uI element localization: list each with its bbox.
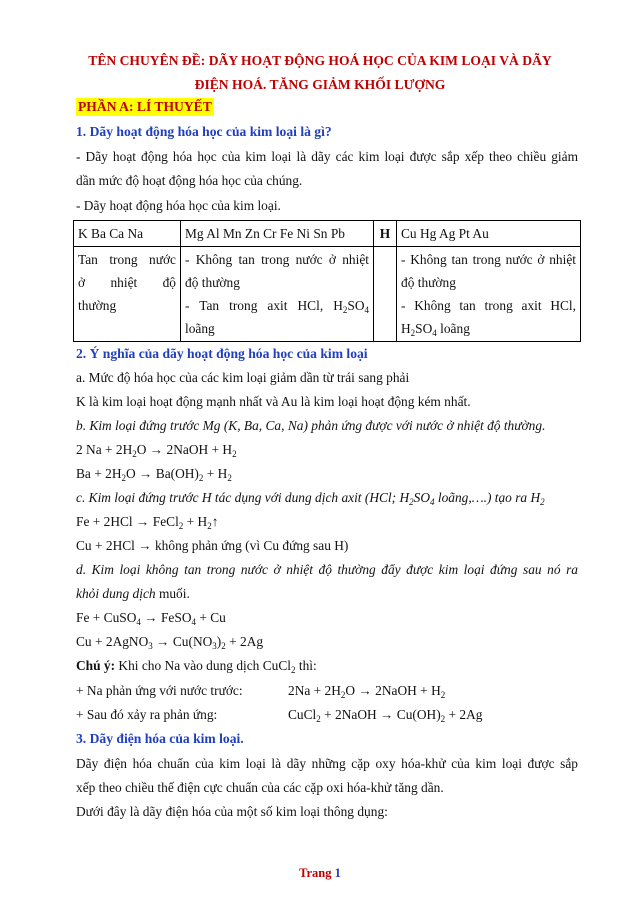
- section-1-heading: 1. Dãy hoạt động hóa học của kim loại là gì?: [76, 124, 332, 139]
- table-row: [74, 221, 581, 247]
- table-cell: Mg Al Mn Zn Cr Fe Ni Sn Pb: [181, 221, 374, 247]
- cell-line: thường: [78, 298, 117, 313]
- section-2-c: c. Kim loại đứng trước H tác dụng với dung dịch axit (HCl; $H_2SO_4$ loãng,….) tạo ra $H_2$: [76, 490, 545, 507]
- note-2-equation: CuCl$_2$ + 2NaOH → $Cu(OH)_2 + 2Ag$: [288, 707, 483, 724]
- note-line: Chú ý: Khi cho Na vào dung dịch CuCl$_2$ thì:: [76, 658, 317, 675]
- cell-line: độ thường: [185, 275, 240, 290]
- equation-5: Fe + CuSO$_4$ → FeSO$_4$ + Cu: [76, 610, 226, 627]
- table-cell: H: [374, 221, 397, 247]
- table-cell: [397, 247, 581, 342]
- title-line-1: TÊN CHUYÊN ĐỀ: DÃY HOẠT ĐỘNG HOÁ HỌC CỦA KIM LOẠI VÀ DÃY: [88, 53, 552, 68]
- equation-6: Cu + 2AgNO$_3$ → $Cu(NO_3)_2 + 2Ag$: [76, 634, 264, 651]
- section-1-para-1b: dần mức độ hoạt động hóa học của chúng.: [76, 173, 303, 188]
- activity-series-table: [73, 220, 581, 342]
- cell-line: độ thường: [401, 275, 456, 290]
- equation-1: 2 $Na + 2H_2O$ → 2NaOH + $H_2$: [76, 442, 237, 459]
- cell-line: Tan trong nước: [78, 252, 176, 267]
- page-footer: [0, 864, 640, 882]
- cell-line: $H_2SO_4$ loãng: [401, 321, 470, 338]
- part-a-heading: PHẦN A: LÍ THUYẾT: [78, 99, 212, 114]
- title-line-2: ĐIỆN HOÁ. TĂNG GIẢM KHỐI LƯỢNG: [194, 77, 446, 92]
- equation-3: Fe + 2HCl → FeCl$_2$ + $H_2↑$: [76, 514, 219, 531]
- footer-label: Trang: [299, 866, 335, 880]
- cell-line: ở nhiệt độ: [78, 275, 176, 290]
- note-2-label: + Sau đó xảy ra phản ứng:: [76, 707, 218, 722]
- section-3-para-1b: xếp theo chiều thế điện cực chuẩn của các cặp oxi hóa-khử tăng dần.: [76, 780, 444, 795]
- table-cell: K Ba Ca Na: [74, 221, 181, 247]
- section-2-heading: 2. Ý nghĩa của dãy hoạt động hóa học của kim loại: [76, 346, 368, 361]
- cell-line: - Không tan trong nước ở nhiệt: [401, 252, 576, 267]
- section-1-para-1a: - Dãy hoạt động hóa học của kim loại là dãy các kim loại được sắp xếp theo chiều giảm: [76, 149, 578, 164]
- page-number: 1: [334, 866, 341, 880]
- note-1-equation: $2Na + 2H_2O$ → 2NaOH + $H_2$: [288, 683, 446, 700]
- section-2-b: b. Kim loại đứng trước Mg (K, Ba, Ca, Na) phản ứng được với nước ở nhiệt độ thường.: [76, 418, 546, 433]
- section-1-para-2: - Dãy hoạt động hóa học của kim loại.: [76, 198, 281, 213]
- table-cell: [374, 247, 397, 342]
- section-2-a2: K là kim loại hoạt động mạnh nhất và Au là kim loại hoạt động kém nhất.: [76, 394, 471, 409]
- cell-line: - Không tan trong nước ở nhiệt: [185, 252, 369, 267]
- section-2-d-line-2: khỏi dung dịch muối.: [76, 586, 190, 601]
- table-cell: Cu Hg Ag Pt Au: [397, 221, 581, 247]
- equation-4: Cu + 2HCl → không phản ứng (vì Cu đứng sau H): [76, 538, 349, 553]
- table-cell: [74, 247, 181, 342]
- section-3-heading: 3. Dãy điện hóa của kim loại.: [76, 731, 244, 746]
- section-2-d-line-1: d. Kim loại không tan trong nước ở nhiệt độ thường đẩy được kim loại đứng sau nó ra: [76, 562, 578, 577]
- equation-2: $Ba + 2H_2O \to Ba(OH)_2 + H_2$: [76, 466, 232, 483]
- section-2-a: a. Mức độ hóa học của các kim loại giảm dần từ trái sang phải: [76, 370, 410, 385]
- table-row: [74, 247, 581, 342]
- table-cell: [181, 247, 374, 342]
- section-3-para-2: Dưới đây là dãy điện hóa của một số kim loại thông dụng:: [76, 804, 388, 819]
- cell-line: loãng: [185, 321, 215, 336]
- section-3-para-1a: Dãy điện hóa chuẩn của kim loại là dãy những cặp oxy hóa-khử của kim loại được sắp: [76, 756, 578, 771]
- cell-line: - Không tan trong axit HCl,: [401, 298, 576, 313]
- cell-line: - Tan trong axit HCl, $H_2SO_4$: [185, 298, 369, 315]
- note-1-label: + Na phản ứng với nước trước:: [76, 683, 243, 698]
